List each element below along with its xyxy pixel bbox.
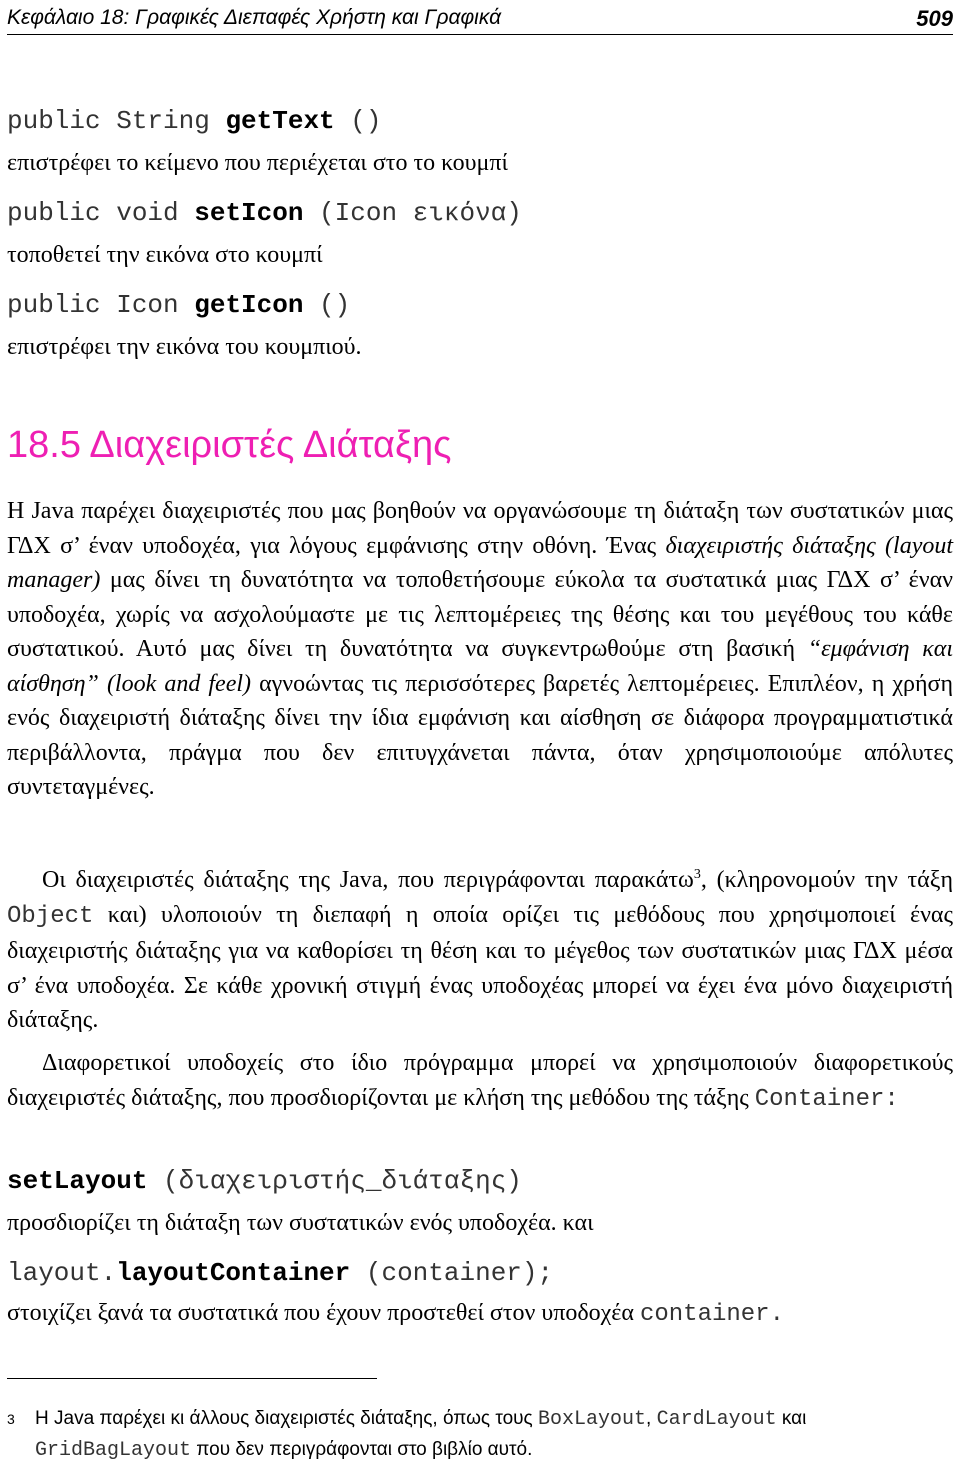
footnote-text: Η Java παρέχει κι άλλους διαχειριστές διάταξης, όπως τους BoxLayout, CardLayout και GridBagLayout που δεν περιγράφονται στο βιβλίο αυτό. xyxy=(35,1408,807,1462)
page-header xyxy=(7,4,953,35)
footnote-mark: 3 xyxy=(7,1411,15,1427)
section-heading: 18.5 Διαχειριστές Διάταξης xyxy=(7,424,452,466)
footnote xyxy=(7,1404,953,1466)
footnote-ref: 3 xyxy=(693,867,701,882)
code-setlayout: setLayout (διαχειριστής_διάταξης) xyxy=(7,1166,522,1196)
method-description: τοποθετεί την εικόνα στο κουμπί xyxy=(7,242,323,268)
paragraph: Η Java παρέχει διαχειριστές που μας βοηθούν να οργανώσουμε τη διάταξη των συστατικών μιας ΓΔΧ σ’ έναν υποδοχέα, για λόγους εμφάνισης στην οθόνη. Ένας διαχειριστής διάταξης (layout manager) μας δίνει τη δυνατότητα να τοποθετήσουμε εύκολα τα συστατικά μιας ΓΔΧ σ’ έναν υποδοχέα, χωρίς να ασχολούμαστε με τις λεπτομέρειες της θέσης και του μεγέθους του κάθε συστατικού. Αυτό μας δίνει τη δυνατότητα να συγκεντρωθούμε στη βασική “εμφάνιση και αίσθηση” (look and feel) αγνοώντας τις περισσότερες βαρετές λεπτομέρειες. Επιπλέον, η χρήση ενός διαχειριστή διάταξης δίνει την ίδια εμφάνιση και αίσθηση σε διάφορα προγραμματιστικά περιβάλλοντα, πράγμα που δεν επιτυγχάνεται πάντα, όταν χρησιμοποιούμε απόλυτες συντεταγμένες. xyxy=(7,498,954,800)
method-signature: public Icon getIcon () xyxy=(7,290,351,320)
method-signature: public void setIcon (Icon εικόνα) xyxy=(7,198,522,228)
method-description: επιστρέφει το κείμενο που περιέχεται στο το κουμπί xyxy=(7,150,508,176)
page-number: 509 xyxy=(916,6,953,31)
code-layoutcontainer: layout.layoutContainer (container); xyxy=(7,1258,554,1288)
setlayout-description: προσδιορίζει τη διάταξη των συστατικών ενός υποδοχέα. και xyxy=(7,1210,594,1236)
layoutcontainer-description: στοιχίζει ξανά τα συστατικά που έχουν προστεθεί στον υποδοχέα container. xyxy=(7,1300,784,1328)
method-signature: public String getText () xyxy=(7,106,382,136)
method-description: επιστρέφει την εικόνα του κουμπιού. xyxy=(7,334,362,360)
chapter-title: Κεφάλαιο 18: Γραφικές Διεπαφές Χρήστη και Γραφικά xyxy=(7,6,502,29)
footnote-rule xyxy=(7,1378,377,1379)
paragraph: Οι διαχειριστές διάταξης της Java, που περιγράφονται παρακάτω$^3$, (κληρονομούν την τάξη Object και) υλοποιούν τη διεπαφή η οποία ορίζει τις μεθόδους που χρησιμοποιεί ένας διαχειριστής διάταξης για να καθορίσει τη θέση και το μέγεθος των συστατικών μιας ΓΔΧ μέσα σ’ ένα υποδοχέα. Σε κάθε χρονική στιγμή ένας υποδοχέας μπορεί να έχει ένα μόνο διαχειριστή διάταξης. xyxy=(7,867,953,1033)
paragraph: Διαφορετικοί υποδοχείς στο ίδιο πρόγραμμα μπορεί να χρησιμοποιούν διαφορετικούς διαχειριστές διάταξης, που προσδιορίζονται με κλήση της μεθόδου της τάξης Container: xyxy=(7,1050,953,1113)
